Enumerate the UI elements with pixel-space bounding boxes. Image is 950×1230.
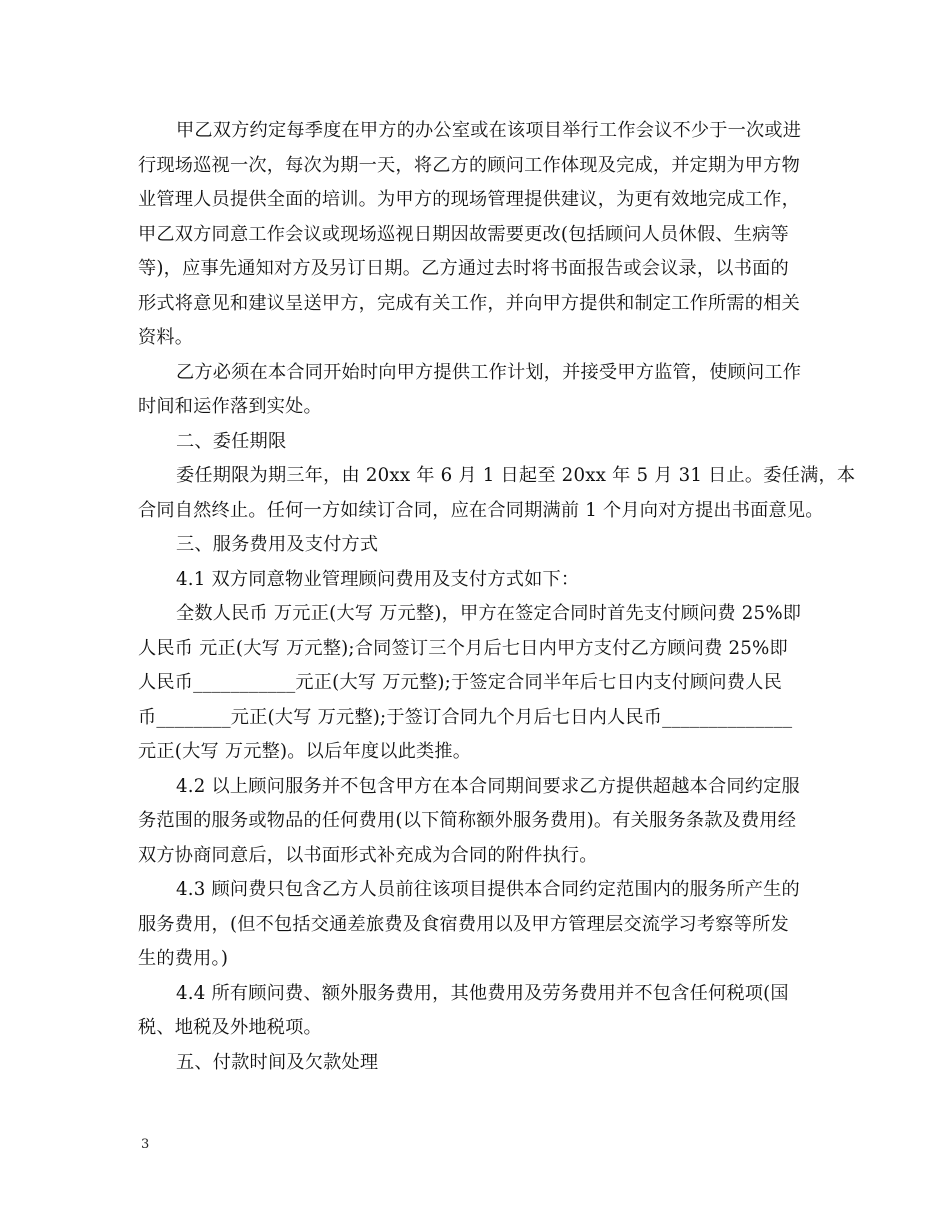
paragraph-line: 双方协商同意后，以书面形式补充成为合同的附件执行。 xyxy=(138,844,598,866)
paragraph-line: 时间和运作落到实处。 xyxy=(138,396,322,417)
paragraph-line: 币________元正(大写 万元整);于签订合同九个月后七日内人民币______________ xyxy=(138,706,793,728)
clause-heading: 4.1 双方同意物业管理顾问费用及支付方式如下： xyxy=(176,568,580,590)
paragraph-line: 业管理人员提供全面的培训。为甲方的现场管理提供建议，为更有效地完成工作， xyxy=(138,189,800,210)
paragraph-line: 资料。 xyxy=(138,327,194,348)
paragraph-line: 服务费用，(但不包括交通差旅费及食宿费用以及甲方管理层交流学习考察等所发 xyxy=(138,913,789,935)
paragraph-line: 元正(大写 万元整)。以后年度以此类推。 xyxy=(138,741,472,762)
paragraph-line: 生的费用。) xyxy=(138,948,229,969)
paragraph-line: 甲乙双方同意工作会议或现场巡视日期因故需要更改(包括顾问人员休假、生病等 xyxy=(138,223,789,245)
paragraph-line: 甲乙双方约定每季度在甲方的办公室或在该项目举行工作会议不少于一次或进 xyxy=(176,120,802,141)
section-heading: 三、服务费用及支付方式 xyxy=(176,534,379,555)
paragraph-line: 4.4 所有顾问费、额外服务费用，其他费用及劳务费用并不包含任何税项(国 xyxy=(176,982,789,1004)
paragraph-line: 务范围的服务或物品的任何费用(以下简称额外服务费用)。有关服务条款及费用经 xyxy=(138,810,797,831)
section-heading: 二、委任期限 xyxy=(176,430,287,452)
paragraph-line: 乙方必须在本合同开始时向甲方提供工作计划，并接受甲方监管，使顾问工作 xyxy=(176,361,802,383)
paragraph-line: 人民币 元正(大写 万元整);合同签订三个月后七日内甲方支付乙方顾问费 25%即 xyxy=(138,637,788,659)
paragraph-line: 行现场巡视一次，每次为期一天，将乙方的顾问工作体现及完成，并定期为甲方物 xyxy=(138,154,800,176)
section-heading: 五、付款时间及欠款处理 xyxy=(176,1051,379,1073)
page-number: 3 xyxy=(141,1137,150,1152)
paragraph-line: 合同自然终止。任何一方如续订合同，应在合同期满前 1 个月向对方提出书面意见。 xyxy=(138,499,824,521)
paragraph-line: 等)，应事先通知对方及另订日期。乙方通过去时将书面报告或会议录，以书面的 xyxy=(138,258,789,279)
paragraph-line: 4.3 顾问费只包含乙方人员前往该项目提供本合同约定范围内的服务所产生的 xyxy=(176,879,800,900)
paragraph-line: 全数人民币 万元正(大写 万元整)，甲方在签定合同时首先支付顾问费 25%即 xyxy=(176,603,802,624)
paragraph-line: 委任期限为期三年，由 20xx 年 6 月 1 日起至 20xx 年 5 月 31 日止。委任满，本 xyxy=(176,465,856,486)
body-text xyxy=(138,114,856,1080)
paragraph-line: 人民币___________元正(大写 万元整);于签定合同半年后七日内支付顾问费人民 xyxy=(138,672,782,693)
paragraph-line: 4.2 以上顾问服务并不包含甲方在本合同期间要求乙方提供超越本合同约定服 xyxy=(176,775,800,797)
paragraph-line: 税、地税及外地税项。 xyxy=(138,1017,322,1038)
paragraph-line: 形式将意见和建议呈送甲方，完成有关工作，并向甲方提供和制定工作所需的相关 xyxy=(138,292,800,314)
